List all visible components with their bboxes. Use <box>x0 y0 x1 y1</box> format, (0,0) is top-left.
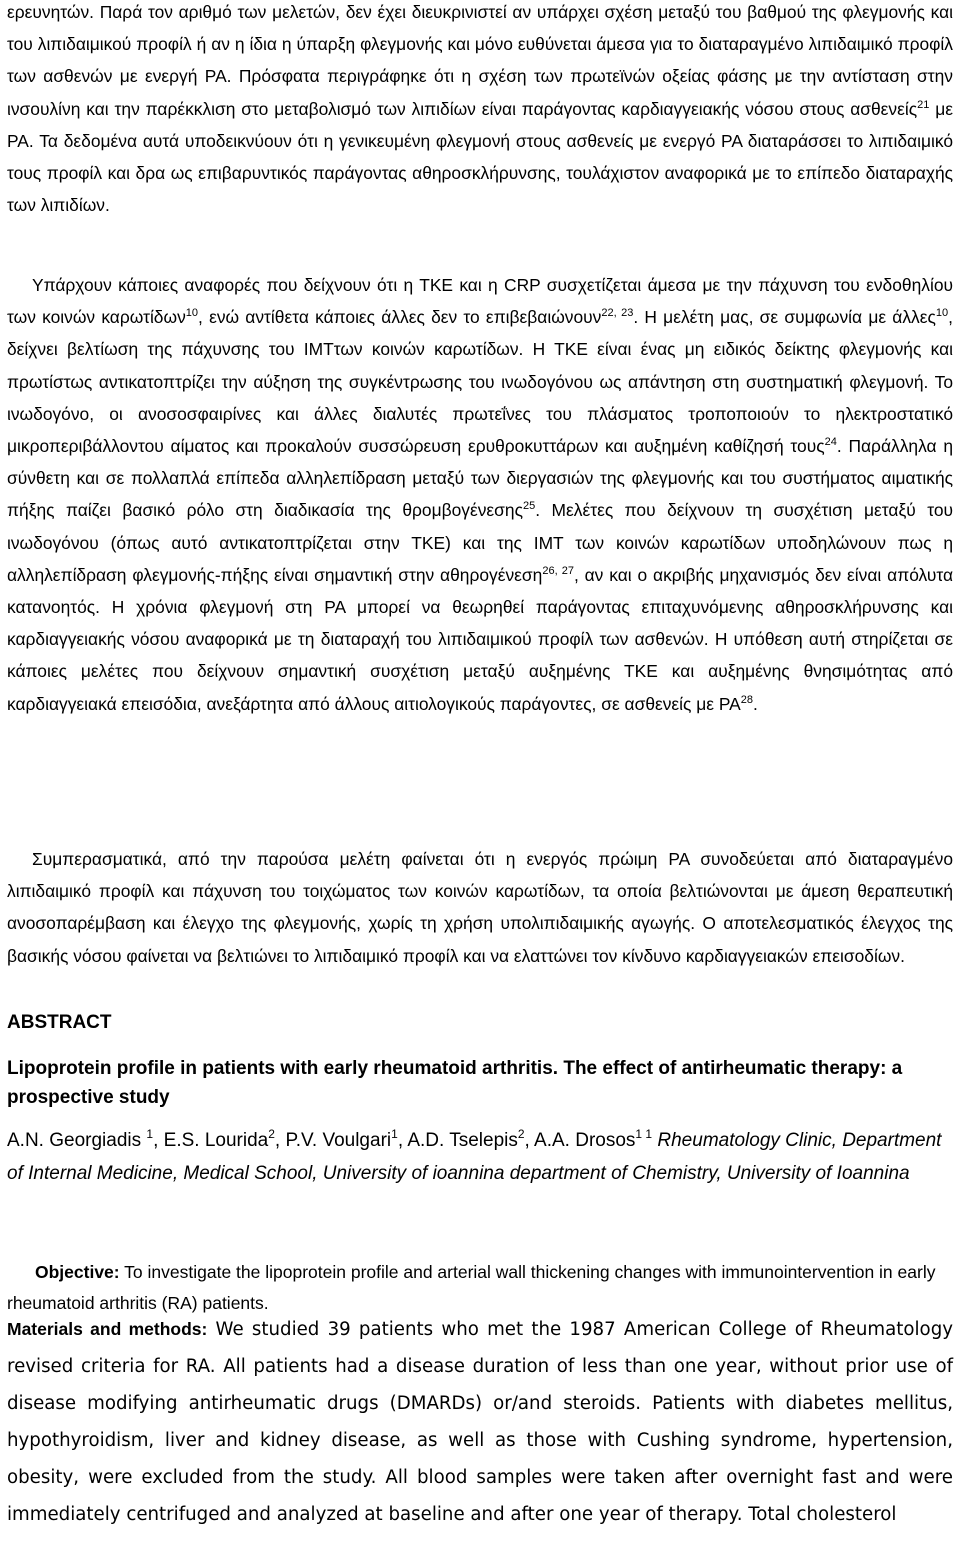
text-run: , αν και ο ακριβής μηχανισμός δεν είναι απόλυτα κατανοητός. Η χρόνια φλεγμονή στη ΡΑ μπορεί να θεωρηθεί παράγοντας επιταχυνόμενης αθηροσκλήρυνσης και καρδιαγγειακής νόσου αναφορικά με τη διαταραχή του λιπιδαιμικού προφίλ των ασθενών. Η υπόθεση αυτή στηρίζεται σε κάποιες μελέτες που δείχνουν σημαντική συσχέτιση μεταξύ αυξημένης ΤΚΕ και αυξημένης θνησιμότητας από καρδιαγγειακά επεισόδια, ανεξάρτητα από άλλους αιτιολογικούς παράγοντες, σε ασθενείς με ΡΑ <box>7 564 954 714</box>
text-run: , P.V. Voulgari <box>274 1130 392 1151</box>
text-run: Υπάρχουν κάποιες αναφορές που δείχνουν ότι η ΤΚΕ και η CRP συσχετίζεται άμεσα με την πάχυνση του ενδοθηλίου των κοινών καρωτίδων <box>7 275 953 328</box>
citation-superscript: 28 <box>740 693 754 706</box>
affiliation-text: Rheumatology Clinic, Department of Internal Medicine, Medical School, University of ioannina department of Chemistry, University of Ioannina <box>7 1130 942 1184</box>
citation-superscript: 25 <box>522 500 536 513</box>
text-run: , A.A. Drosos <box>524 1130 636 1151</box>
text-run: Συμπερασματικά, από την παρούσα μελέτη φαίνεται ότι η ενεργός πρώιμη ΡΑ συνοδεύεται από διαταραγμένο λιπιδαιμικό προφίλ και πάχυνση του τοιχώματος των κοινών καρωτίδων, τα οποία βελτιώνονται με άμεση θεραπευτική ανοσοπαρέμβαση και έλεγχο της φλεγμονής, χωρίς τη χρήση υπολιπιδαιμικής αγωγής. Ο αποτελεσματικός έλεγχος της βασικής νόσου φαίνεται να βελτιώνει το λιπιδαιμικό προφίλ και να ελαττώνει τον κίνδυνο καρδιαγγειακών επεισοδίων. <box>7 849 953 966</box>
citation-superscript: 26, 27 <box>542 564 574 577</box>
author-affiliation-line <box>7 1124 953 1190</box>
citation-superscript: 1 <box>146 1127 154 1141</box>
methods-label: Materials and methods: <box>7 1319 208 1339</box>
text-run: με ΡΑ. Τα δεδομένα αυτά υποδεικνύουν ότι η γενικευμένη φλεγμονή στους ασθενείς με ενεργό ΡΑ διαταράσσει το λιπιδαιμικό τους προφίλ και δρα ως επιβαρυντικός παράγοντας αθηροσκλήρυνσης, τουλάχιστον αναφορικά με το επίπεδο διαταραχής των λιπιδίων. <box>7 98 953 216</box>
paper-title: Lipoprotein profile in patients with early rheumatoid arthritis. The effect of antirheumatic therapy: a prospective study <box>7 1058 903 1108</box>
objective-text: To investigate the lipoprotein profile and arterial wall thickening changes with immunointervention in early rheumatoid arthritis (RA) patients. <box>7 1262 936 1313</box>
citation-superscript: 2 <box>517 1127 525 1141</box>
citation-superscript: 24 <box>824 436 837 449</box>
citation-superscript: 21 <box>917 98 930 111</box>
methods-paragraph <box>7 1311 953 1533</box>
citation-superscript: 2 <box>268 1127 275 1141</box>
text-run: A.N. Georgiadis <box>7 1130 147 1151</box>
text-run: ερευνητών. Παρά τον αριθμό των μελετών, δεν έχει διευκρινιστεί αν υπάρχει σχέση μεταξύ του βαθμού της φλεγμονής και του λιπιδαιμικού προφίλ ή αν η ίδια η ύπαρξη φλεγμονής και μόνο ευθύνεται άμεσα για το διαταραγμένο λιπιδαιμικό προφίλ των ασθενών με ενεργή ΡΑ. Πρόσφατα περιγράφηκε ότι η σχέση των πρωτεϊνών οξείας φάσης με την αντίσταση στην ινσουλίνη και την παρέκκλιση στο μεταβολισμό των λιπιδίων είναι παράγοντας καρδιαγγειακής νόσου στους ασθενείς <box>7 2 953 119</box>
methods-text: We studied 39 patients who met the 1987 American College of Rheumatology revised criteria for RA. All patients had a disease duration of less than one year, without prior use of disease modifying antirheumatic drugs (DMARDs) or/and steroids. Patients with diabetes mellitus, hypothyroidism, liver and kidney disease, as well as those with Cushing syndrome, hypertension, obesity, were excluded from the study. All blood samples were taken after overnight fast and were immediately centrifuged and analyzed at baseline and after one year of therapy. Total cholesterol <box>7 1319 953 1525</box>
text-run: . Η μελέτη μας, σε συμφωνία με άλλες <box>633 307 936 328</box>
citation-superscript: 10 <box>935 307 949 320</box>
conclusion-paragraph <box>7 843 953 972</box>
discussion-paragraph-2 <box>7 269 953 720</box>
text-run: . Μελέτες που δείχνουν τη συσχέτιση μεταξύ του ινωδογόνου (όπως αυτό αντικατοπτρίζεται στην ΤΚΕ) και της IMT των κοινών καρωτίδων υποδηλώνουν πως η αλληλεπίδραση φλεγμονής-πήξης είναι σημαντική στην αθηρογένεση <box>7 500 954 585</box>
citation-superscript: 1 1 <box>635 1127 653 1141</box>
citation-superscript: 1 <box>391 1127 398 1141</box>
text-run: , A.D. Tselepis <box>397 1130 518 1151</box>
text-run: . <box>753 693 758 714</box>
citation-superscript: 10 <box>185 307 199 320</box>
text-run: , ενώ αντίθετα κάποιες άλλες δεν το επιβεβαιώνουν <box>198 307 602 328</box>
text-run: , δείχνει βελτίωση της πάχυνσης του IMTτων κοινών καρωτίδων. Η ΤΚΕ είναι ένας μη ειδικός δείκτης φλεγμονής και πρωτίστως αντικατοπτρίζει την αύξηση της συγκέντρωσης του ινωδογόνου ως απάντηση στη συστηματική φλεγμονή. Το ινωδογόνο, οι ανοσοσφαιρίνες και άλλες διαλυτές πρωτεΐνες του πλάσματος τροποποιούν το ηλεκτροστατικό μικροπεριβάλλοντου αίματος και προκαλούν συσσώρευση ερυθροκυττάρων και αυξημένη καθίζησή τους <box>7 307 953 457</box>
discussion-paragraph-1 <box>7 0 953 221</box>
objective-paragraph <box>7 1257 953 1319</box>
text-run: , E.S. Lourida <box>153 1130 269 1151</box>
citation-superscript: 22, 23 <box>601 307 634 320</box>
abstract-heading: ABSTRACT <box>7 1012 112 1033</box>
text-run: . Παράλληλα η σύνθετη και σε πολλαπλά επίπεδα αλληλεπίδραση μεταξύ των διεργασιών της φλεγμονής και του συστήματος αιματικής πήξης παίζει βασικό ρόλο στη διαδικασία της θρομβογένεσης <box>7 436 953 521</box>
objective-label: Objective: <box>35 1262 120 1282</box>
